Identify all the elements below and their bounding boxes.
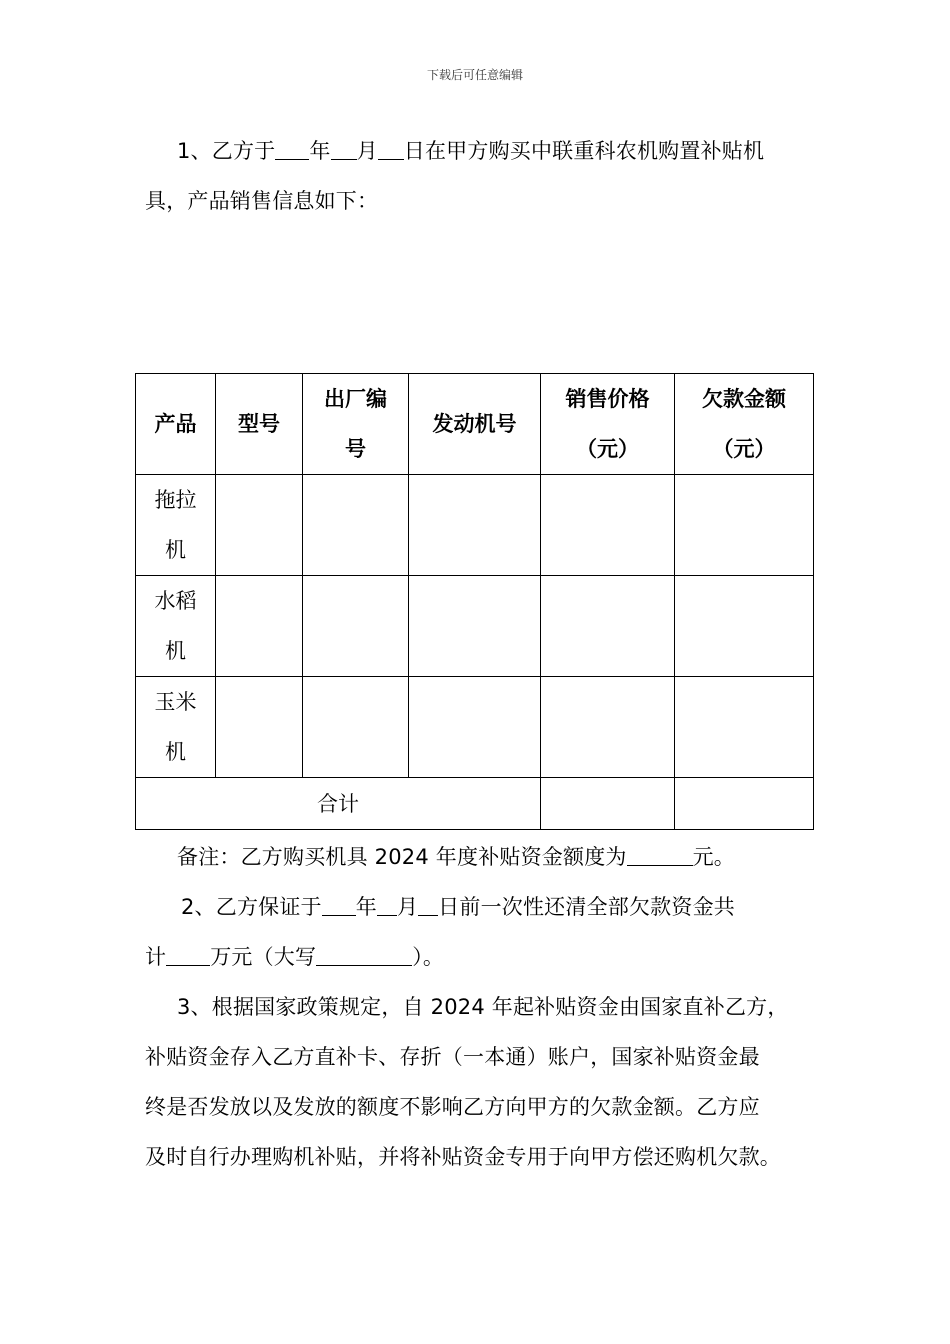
header-serial-number: 出厂编 号 [303, 374, 409, 475]
remark [145, 832, 815, 882]
cell-price[interactable] [541, 576, 675, 677]
remark-text: 备注：乙方购买机具 2024 年度补贴资金额度为 [177, 845, 627, 869]
remark-line [145, 832, 815, 882]
cell-serial[interactable] [303, 677, 409, 778]
month-label: 月 [356, 139, 378, 163]
repay-year-label: 年 [355, 895, 377, 919]
subsidy-amount-blank[interactable] [627, 843, 693, 866]
cell-engine[interactable] [409, 475, 541, 576]
total-label: 合计 [136, 778, 541, 830]
clause-2-text-cont: 日前一次性还清全部欠款资金共 [438, 895, 735, 919]
row-product-corn-machine: 玉米 机 [136, 677, 216, 778]
clause-2-text: 2、乙方保证于 [181, 895, 322, 919]
year-label: 年 [309, 139, 331, 163]
clause-3 [145, 982, 815, 1182]
clause-1-line-2: 具，产品销售信息如下： [145, 189, 379, 213]
cell-model[interactable] [216, 677, 303, 778]
clause-1-text: 1、乙方于 [177, 139, 276, 163]
repay-year-blank[interactable] [322, 893, 356, 916]
table-row [136, 576, 814, 677]
repay-month-label: 月 [396, 895, 419, 919]
cell-price[interactable] [541, 475, 675, 576]
cell-debt[interactable] [675, 677, 814, 778]
amount-blank[interactable] [166, 943, 210, 966]
cell-debt[interactable] [675, 576, 814, 677]
table-row [136, 677, 814, 778]
sales-info-table [135, 373, 814, 830]
repay-month-blank[interactable] [377, 893, 397, 916]
header-note: 下载后可任意编辑 [426, 68, 523, 82]
header-product: 产品 [136, 374, 216, 475]
table-row [136, 475, 814, 576]
cell-engine[interactable] [409, 576, 541, 677]
table-header-row [136, 374, 814, 475]
clause-2-line-2: 计 万元（大写 ）。 [145, 945, 445, 969]
clause-1-text-cont: 日在甲方购买中联重科农机购置补贴机 [403, 139, 765, 163]
cell-total-price[interactable] [541, 778, 675, 830]
year-blank[interactable] [275, 137, 309, 160]
clause-3-line-1: 3、根据国家政策规定，自 2024 年起补贴资金由国家直补乙方， [177, 995, 789, 1019]
header-sale-price: 销售价格 （元） [541, 374, 675, 475]
clause-3-line-2: 补贴资金存入乙方直补卡、存折（一本通）账户，国家补贴资金最 [145, 1045, 760, 1069]
cell-serial[interactable] [303, 475, 409, 576]
day-blank[interactable] [378, 137, 404, 160]
amount-uppercase-blank[interactable] [316, 943, 412, 966]
header-model: 型号 [216, 374, 303, 475]
clause-1-line-1 [145, 126, 815, 176]
month-blank[interactable] [331, 137, 357, 160]
row-product-rice-machine: 水稻 机 [136, 576, 216, 677]
cell-debt[interactable] [675, 475, 814, 576]
cell-model[interactable] [216, 576, 303, 677]
cell-engine[interactable] [409, 677, 541, 778]
cell-price[interactable] [541, 677, 675, 778]
row-product-tractor: 拖拉 机 [136, 475, 216, 576]
table-total-row [136, 778, 814, 830]
cell-model[interactable] [216, 475, 303, 576]
remark-text-end: 元。 [692, 845, 735, 869]
cell-total-debt[interactable] [675, 778, 814, 830]
repay-day-blank[interactable] [418, 893, 438, 916]
header-engine-number: 发动机号 [409, 374, 541, 475]
clause-2-line-1 [145, 882, 815, 932]
cell-serial[interactable] [303, 576, 409, 677]
clause-3-line-3: 终是否发放以及发放的额度不影响乙方向甲方的欠款金额。乙方应 [145, 1095, 760, 1119]
clause-1 [145, 126, 815, 226]
header-debt-amount: 欠款金额 （元） [675, 374, 814, 475]
clause-3-line-4: 及时自行办理购机补贴，并将补贴资金专用于向甲方偿还购机欠款。 [145, 1145, 781, 1169]
clause-2 [145, 882, 815, 982]
